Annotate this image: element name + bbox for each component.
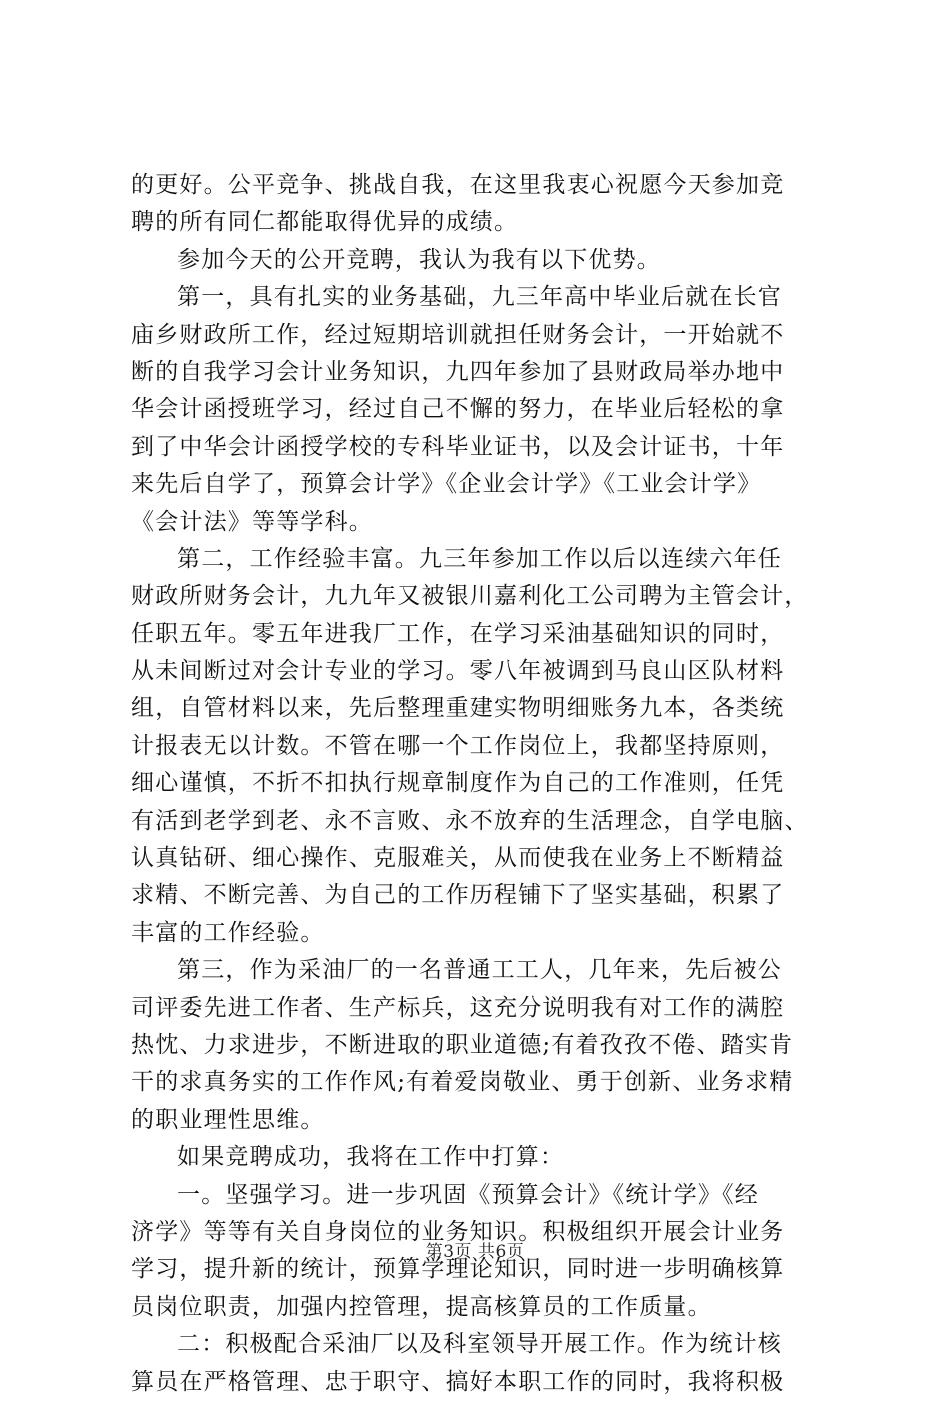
text-line: 组，自管材料以来，先后整理重建实物明细账务九本，各类统 — [131, 695, 785, 722]
text-line: 司评委先进工作者、生产标兵，这充分说明我有对工作的满腔 — [131, 994, 785, 1021]
text-line: 断的自我学习会计业务知识，九四年参加了县财政局举办地中 — [131, 358, 785, 385]
text-line: 学习，提升新的统计，预算学理论知识，同时进一步明确核算 — [131, 1256, 785, 1283]
text-line: 聘的所有同仁都能取得优异的成绩。 — [131, 209, 519, 236]
paragraph-start-line: 二：积极配合采油厂以及科室领导开展工作。作为统计核 — [177, 1331, 782, 1358]
text-line: 细心谨慎，不折不扣执行规章制度作为自己的工作准则，任凭 — [131, 770, 785, 797]
text-line: 干的求真务实的工作作风;有着爱岗敬业、勇于创新、业务求精 — [131, 1069, 794, 1096]
text-line: 有活到老学到老、永不言败、永不放弃的生活理念，自学电脑、 — [131, 807, 809, 834]
text-line: 财政所财务会计，九九年又被银川嘉利化工公司聘为主管会计， — [131, 583, 809, 610]
paragraph-start-line: 参加今天的公开竞聘，我认为我有以下优势。 — [177, 246, 661, 273]
text-line: 到了中华会计函授学校的专科毕业证书，以及会计证书，十年 — [131, 433, 785, 460]
text-line: 求精、不断完善、为自己的工作历程铺下了坚实基础，积累了 — [131, 882, 785, 909]
paragraph-start-line: 第一，具有扎实的业务基础，九三年高中毕业后就在长官 — [177, 284, 782, 311]
text-line: 从未间断过对会计专业的学习。零八年被调到马良山区队材料 — [131, 658, 785, 685]
text-line: 来先后自学了，预算会计学》《企业会计学》《工业会计学》 — [131, 471, 762, 498]
text-line: 认真钻研、细心操作、克服难关，从而使我在业务上不断精益 — [131, 845, 785, 872]
text-line: 济学》等等有关自身岗位的业务知识。积极组织开展会计业务 — [131, 1218, 785, 1245]
text-line: 的职业理性思维。 — [131, 1106, 325, 1133]
text-line: 热忱、力求进步，不断进取的职业道德;有着孜孜不倦、踏实肯 — [131, 1031, 794, 1058]
paragraph-start-line: 一。坚强学习。进一步巩固《预算会计》《统计学》《经 — [177, 1181, 759, 1208]
text-line: 丰富的工作经验。 — [131, 919, 325, 946]
paragraph-start-line: 第二，工作经验丰富。九三年参加工作以后以连续六年任 — [177, 545, 782, 572]
page-number: 第3页 共6页 — [425, 1242, 525, 1262]
text-line: 的更好。公平竞争、挑战自我，在这里我衷心祝愿今天参加竞 — [131, 172, 785, 198]
paragraph-start-line: 如果竞聘成功，我将在工作中打算： — [177, 1144, 565, 1171]
text-line: 《会计法》等等学科。 — [131, 508, 373, 535]
text-line: 算员在严格管理、忠于职守、搞好本职工作的同时，我将积极 — [131, 1368, 785, 1395]
text-line: 员岗位职责，加强内控管理，提高核算员的工作质量。 — [131, 1293, 712, 1320]
text-line: 计报表无以计数。不管在哪一个工作岗位上，我都坚持原则， — [131, 732, 785, 759]
page-footer — [0, 1237, 950, 1262]
text-line: 华会计函授班学习，经过自己不懈的努力，在毕业后轻松的拿 — [131, 396, 785, 423]
text-line: 庙乡财政所工作，经过短期培训就担任财务会计，一开始就不 — [131, 321, 785, 348]
paragraph-start-line: 第三，作为采油厂的一名普通工工人，几年来，先后被公 — [177, 957, 782, 984]
document-body — [131, 167, 831, 1401]
text-line: 任职五年。零五年进我厂工作，在学习采油基础知识的同时， — [131, 620, 785, 647]
